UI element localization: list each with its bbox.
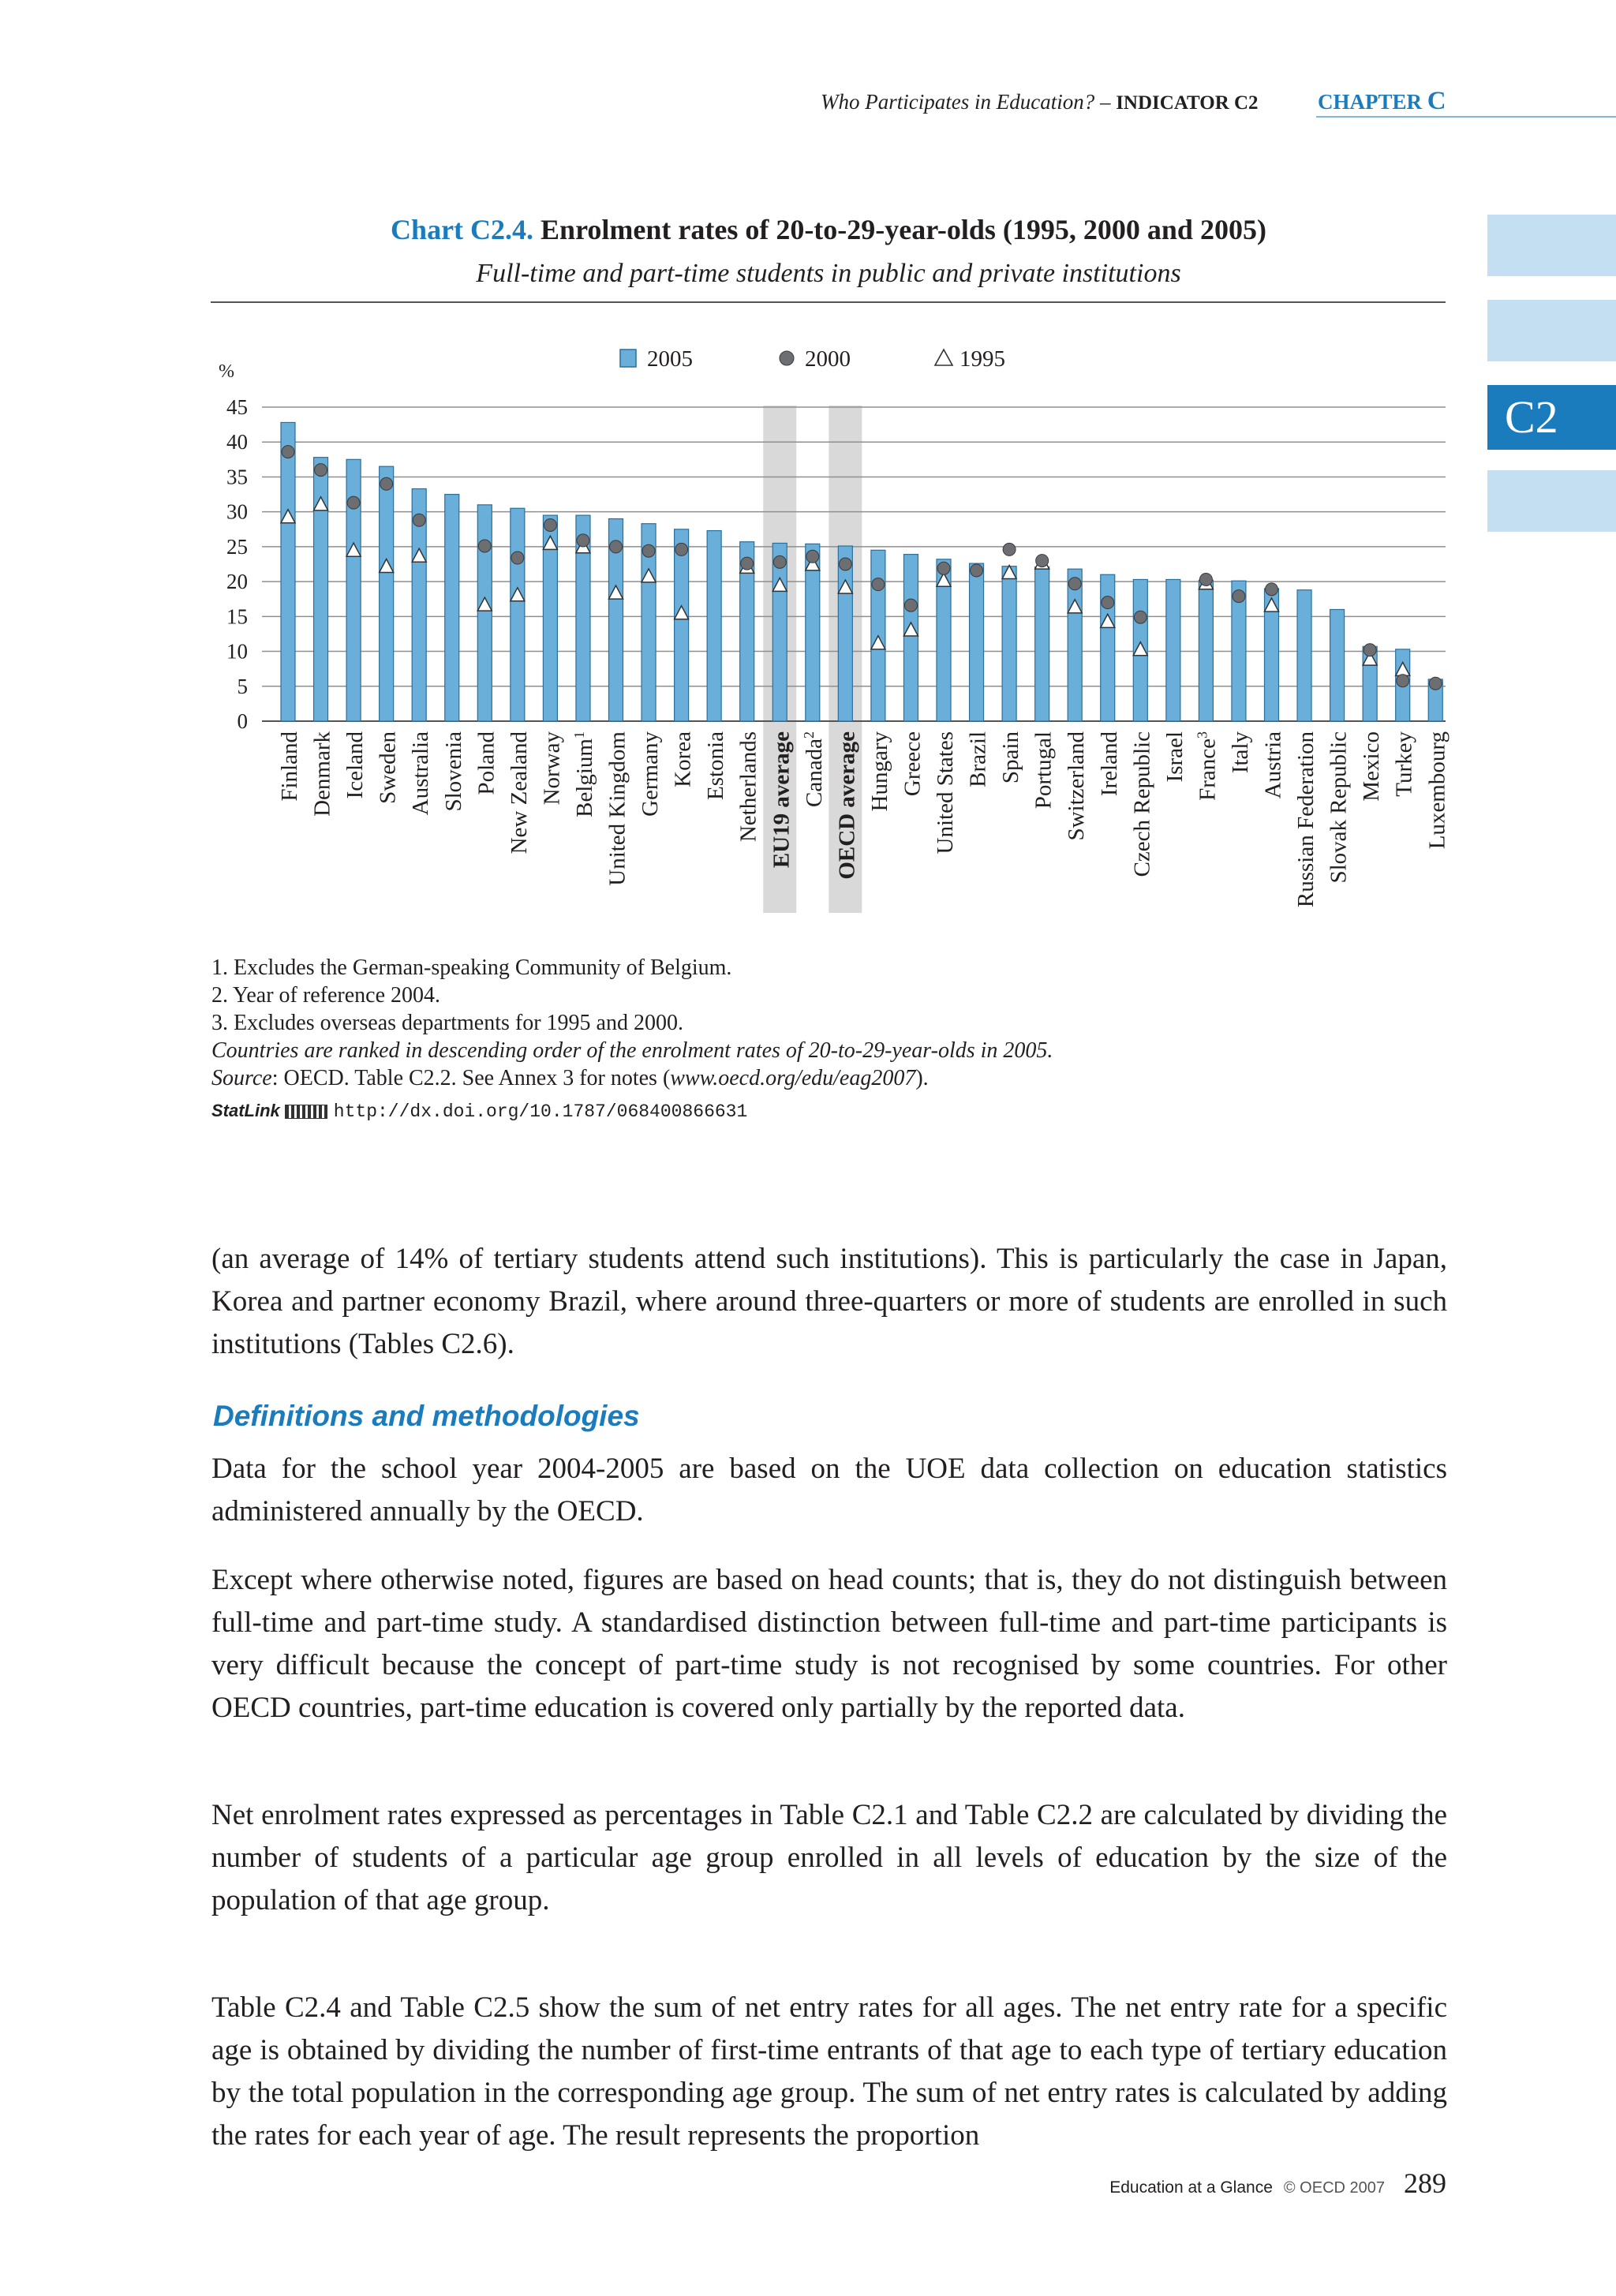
marker-2000-finland: [282, 446, 294, 458]
marker-2000-ireland: [1102, 596, 1114, 609]
statlink-logo-icon: [285, 1105, 327, 1119]
bar-2005-portugal: [1035, 567, 1049, 721]
category-label-estonia: Estonia: [703, 731, 729, 800]
category-label-italy: Italy: [1227, 731, 1253, 774]
page-number: 289: [1404, 2167, 1446, 2199]
category-label-denmark: Denmark: [309, 731, 335, 817]
section-heading: Definitions and methodologies: [213, 1400, 640, 1432]
y-tick-label: 30: [226, 499, 248, 524]
category-label-finland: Finland: [277, 731, 302, 802]
ranking-note: Countries are ranked in descending order of the enrolment rates of 20-to-29-year-olds in 2005.: [211, 1038, 1053, 1063]
y-tick-label: 5: [237, 674, 248, 698]
category-label-france: France$^3$: [1194, 731, 1221, 801]
category-label-ireland: Ireland: [1096, 731, 1122, 797]
category-label-israel: Israel: [1162, 731, 1188, 783]
legend-swatch-2005: [620, 350, 636, 367]
bar-2005-estonia: [707, 531, 721, 721]
bar-2005-finland: [281, 422, 295, 721]
category-label-australia: Australia: [408, 731, 434, 816]
marker-2000-spain: [1003, 543, 1016, 555]
footnote-2: 2. Year of reference 2004.: [211, 983, 440, 1008]
category-label-poland: Poland: [473, 731, 499, 795]
marker-2000-hungary: [872, 578, 885, 591]
marker-2000-greece: [904, 599, 917, 611]
marker-2000-sweden: [380, 477, 393, 490]
marker-2000-switzerland: [1068, 578, 1081, 590]
legend-label-1995: 1995: [960, 346, 1005, 372]
category-label-mexico: Mexico: [1359, 731, 1385, 802]
bar-2005-france: [1199, 580, 1213, 721]
chart-title-text: Enrolment rates of 20-to-29-year-olds (1995, 2000 and 2005): [541, 214, 1266, 245]
bar-2005-new-zealand: [511, 508, 525, 721]
legend-label-2000: 2000: [805, 346, 851, 372]
category-label-sweden: Sweden: [375, 731, 401, 804]
category-superscript: 1: [570, 731, 587, 739]
bar-2005-slovenia: [445, 495, 459, 721]
category-label-canada: Canada$^2$: [800, 731, 827, 807]
marker-2000-netherlands: [741, 557, 754, 570]
bar-2005-spain: [1002, 567, 1016, 721]
category-label-russian-federation: Russian Federation: [1293, 731, 1319, 908]
category-label-new-zealand: New Zealand: [506, 731, 532, 854]
category-label-portugal: Portugal: [1031, 731, 1057, 810]
marker-2000-eu19-average: [773, 555, 786, 568]
source-label: Source: [211, 1066, 272, 1090]
y-tick-label: 40: [226, 430, 248, 454]
category-label-united-kingdom: United Kingdom: [604, 731, 630, 886]
category-label-iceland: Iceland: [342, 731, 368, 799]
category-label-spain: Spain: [998, 731, 1024, 784]
y-tick-label: 15: [226, 604, 248, 629]
bar-2005-korea: [675, 529, 689, 721]
bar-2005-brazil: [970, 563, 984, 721]
y-tick-label: 45: [226, 395, 248, 419]
y-axis-label: %: [219, 361, 234, 382]
marker-2000-italy: [1233, 590, 1245, 603]
chart-label: Chart C2.4.: [391, 214, 534, 245]
footnote-3: 3. Excludes overseas departments for 1995 and 2000.: [211, 1011, 683, 1035]
bar-2005-eu19-average: [772, 543, 787, 721]
bar-2005-greece: [903, 555, 918, 721]
marker-2000-france: [1199, 573, 1212, 585]
bar-2005-israel: [1166, 579, 1180, 721]
category-label-belgium: Belgium$^1$: [570, 731, 597, 817]
chart-subtitle: Full-time and part-time students in public and private institutions: [476, 259, 1181, 288]
indicator-label: INDICATOR C2: [1116, 92, 1259, 114]
enrolment-chart: [0, 0, 1616, 963]
legend-label-2005: 2005: [647, 346, 693, 372]
paragraph-1: (an average of 14% of tertiary students attend such institutions). This is particularly the case in Japan, Korea and partner economy Brazil, where around three-quarters or more of students are enrolled in such institutions (Tables C2.6).: [211, 1243, 1447, 1360]
marker-2000-australia: [413, 514, 425, 526]
marker-2000-canada: [806, 550, 819, 563]
category-label-austria: Austria: [1260, 731, 1286, 799]
side-tab-c2: C2: [1487, 385, 1616, 450]
statlink-line: [211, 1098, 747, 1123]
paragraph-4: Net enrolment rates expressed as percentages in Table C2.1 and Table C2.2 are calculated by dividing the number of students of a particular age group enrolled in all levels of education by the size of the population of that age group.: [211, 1799, 1447, 1916]
legend-swatch-2000: [780, 351, 794, 365]
bar-2005-oecd-average: [838, 546, 852, 721]
category-label-eu19-average: EU19 average: [769, 731, 795, 869]
marker-2000-denmark: [315, 464, 327, 477]
source-end: ).: [915, 1066, 929, 1090]
footer-copyright: © OECD 2007: [1283, 2179, 1385, 2197]
category-label-germany: Germany: [638, 731, 664, 817]
chapter-word: CHAPTER: [1318, 90, 1423, 114]
page-footer: [1109, 2167, 1446, 2200]
statlink-url[interactable]: http://dx.doi.org/10.1787/068400866631: [333, 1101, 748, 1122]
paragraph-2: Data for the school year 2004-2005 are based on the UOE data collection on education statistics administered annually by the OECD.: [211, 1453, 1447, 1528]
y-tick-label: 10: [226, 639, 248, 664]
marker-2000-mexico: [1364, 644, 1376, 656]
bar-2005-slovak-republic: [1330, 609, 1345, 721]
marker-2000-iceland: [347, 496, 360, 509]
marker-2000-czech-republic: [1134, 611, 1147, 623]
y-tick-label: 25: [226, 534, 248, 559]
category-label-hungary: Hungary: [866, 731, 892, 812]
bar-2005-russian-federation: [1297, 590, 1311, 721]
y-tick-label: 35: [226, 465, 248, 489]
marker-2000-new-zealand: [511, 552, 524, 564]
source-link[interactable]: www.oecd.org/edu/eag2007: [670, 1066, 916, 1090]
category-label-czech-republic: Czech Republic: [1129, 731, 1155, 877]
category-label-korea: Korea: [670, 731, 696, 787]
marker-2000-oecd-average: [839, 558, 851, 570]
source-text: : OECD. Table C2.2. See Annex 3 for notes (: [271, 1066, 671, 1090]
marker-2000-united-states: [937, 562, 950, 574]
marker-2000-belgium: [577, 534, 589, 547]
marker-2000-korea: [675, 543, 688, 555]
category-superscript: 2: [800, 731, 817, 739]
marker-2000-poland: [478, 540, 491, 552]
paragraph-3: Except where otherwise noted, figures are based on head counts; that is, they do not distinguish between full-time and part-time study. A standardised distinction between full-time and part-time participants is very difficult because the concept of part-time study is not recognised by some countries. For other OECD countries, part-time education is covered only partially by the reported data.: [211, 1564, 1447, 1724]
y-tick-label: 0: [237, 709, 248, 733]
source-note: [211, 1066, 929, 1091]
category-label-netherlands: Netherlands: [735, 731, 761, 843]
category-label-switzerland: Switzerland: [1064, 731, 1090, 841]
running-header-title: Who Participates in Education? –: [821, 90, 1117, 114]
bar-2005-sweden: [380, 466, 394, 721]
category-label-norway: Norway: [539, 731, 565, 806]
legend-swatch-1995: [935, 350, 952, 365]
chapter-letter: C: [1427, 87, 1446, 115]
category-label-brazil: Brazil: [965, 731, 991, 787]
marker-2000-germany: [642, 544, 655, 557]
statlink-label: StatLink: [211, 1101, 280, 1120]
marker-2000-united-kingdom: [610, 540, 623, 553]
category-label-turkey: Turkey: [1391, 731, 1417, 797]
marker-2000-brazil: [971, 564, 983, 577]
category-label-oecd-average: OECD average: [834, 731, 860, 880]
category-label-luxembourg: Luxembourg: [1424, 731, 1450, 850]
y-tick-label: 20: [226, 570, 248, 594]
category-label-greece: Greece: [900, 731, 926, 797]
category-label-slovenia: Slovenia: [440, 731, 466, 812]
footer-title: Education at a Glance: [1109, 2178, 1273, 2197]
marker-2000-norway: [544, 518, 556, 531]
bar-2005-poland: [477, 505, 492, 721]
marker-2000-portugal: [1036, 555, 1049, 567]
category-superscript: 3: [1194, 731, 1210, 739]
bar-2005-switzerland: [1068, 569, 1082, 721]
category-label-slovak-republic: Slovak Republic: [1326, 731, 1352, 884]
paragraph-5: Table C2.4 and Table C2.5 show the sum of net entry rates for all ages. The net entry rate for a specific age is obtained by dividing the number of first-time entrants of that age to each type of tertiary education by the total population in the corresponding age group. The sum of net entry rates is calculated by adding the rates for each year of age. The result represents the proportion: [211, 1991, 1447, 2152]
footnote-1: 1. Excludes the German-speaking Community of Belgium.: [211, 955, 732, 980]
marker-2000-luxembourg: [1429, 677, 1442, 690]
marker-2000-turkey: [1397, 675, 1409, 687]
category-label-united-states: United States: [933, 731, 958, 854]
marker-2000-austria: [1266, 583, 1278, 596]
